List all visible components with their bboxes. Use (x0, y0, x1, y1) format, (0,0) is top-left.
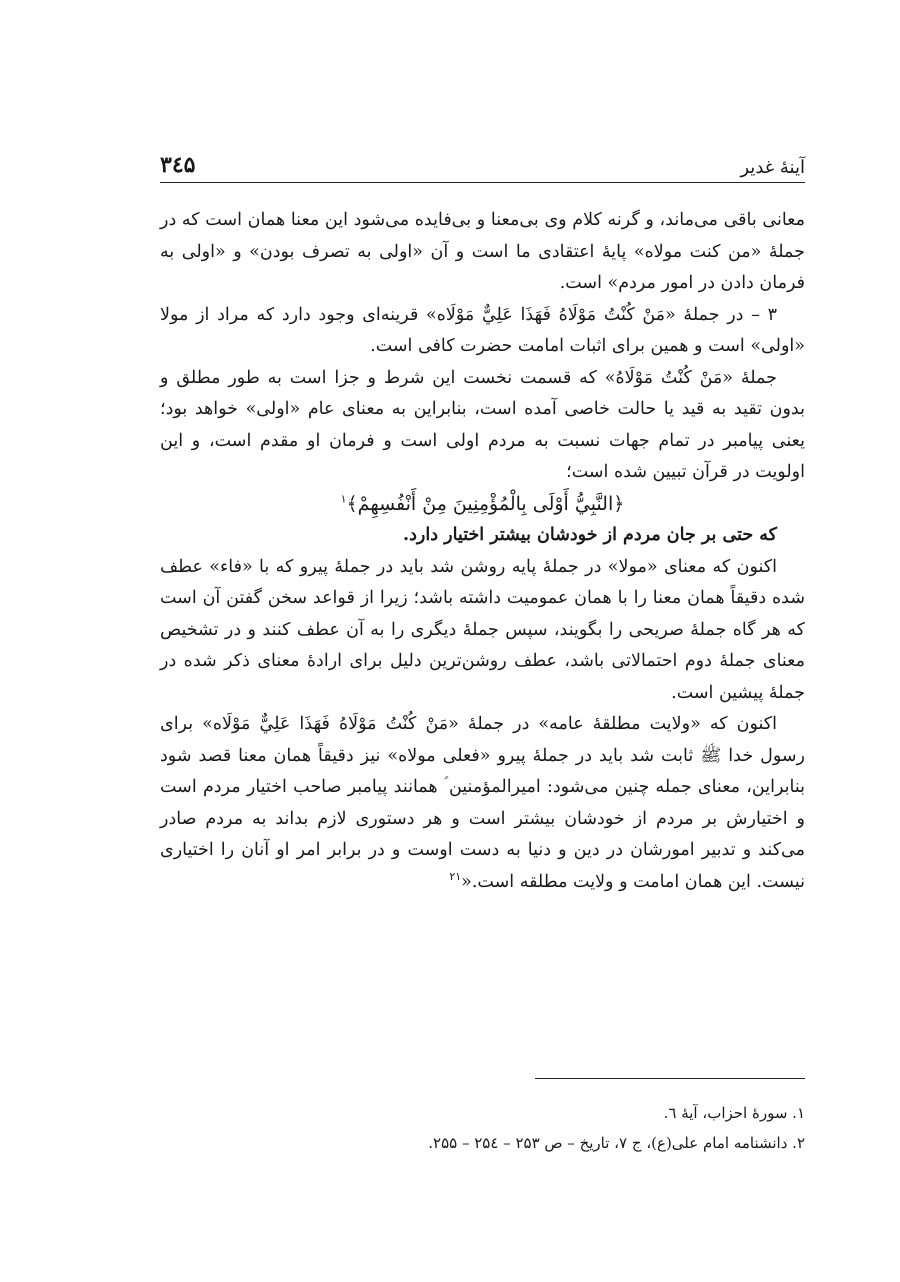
verse-translation: که حتی بر جان مردم از خودشان بیشتر اختیار دارد. (403, 525, 777, 545)
page-header (160, 142, 805, 178)
footnote-1: ۱. سورهٔ احزاب، آیهٔ ٦. (663, 1104, 805, 1122)
paragraph-3: جملهٔ «مَنْ کُنْتُ مَوْلَاهُ» که قسمت نخست این شرط و جزا است به طور مطلق و بدون تقید به قید یا حالت خاصی آمده است، بنابراین به معنای عام «اولی» خواهد بود؛ یعنی پیامبر در تمام جهات نسبت به مردم اولی است و فرمان او مقدم است، و این اولویت در قرآن تبیین شده است؛ (160, 367, 805, 482)
page-number: ۳٤۵ (160, 152, 196, 178)
verse-footnote-ref: ۱ (340, 492, 347, 506)
paragraph-5-end-mark: ۱ (455, 869, 462, 883)
quran-verse (160, 489, 805, 521)
running-title: آینهٔ غدیر (740, 157, 805, 178)
paragraph-1: معانی باقی می‌ماند، و گرنه کلام وی بی‌معنا و بی‌فایده می‌شود این معنا همان است که در جملهٔ «من کنت مولاه» پایهٔ اعتقادی ما است و آن «اولی به تصرف بودن» و «اولی به فرمان دادن در امور مردم» است. (160, 210, 805, 293)
footnotes (160, 1098, 805, 1158)
paragraph-2: ۳ – در جملهٔ «مَنْ کُنْتُ مَوْلَاهُ فَهَذَا عَلِيٌّ مَوْلَاه» قرینه‌ای وجود دارد که مراد از مولا «اولی» است و همین برای اثبات امامت حضرت کافی است. (160, 304, 805, 356)
body-text (160, 205, 805, 898)
paragraph-5 (160, 709, 805, 898)
paragraph-5-footnote-ref: ۲ (449, 869, 456, 883)
paragraph-5-text: اکنون که «ولایت مطلقهٔ عامه» در جملهٔ «مَنْ کُنْتُ مَوْلَاهُ فَهَذَا عَلِيٌّ مَوْلَاه» برای رسول خدا ﷺ ثابت شد باید در جملهٔ پیرو «فعلی مولاه» نیز دقیقاً همان معنا قصد شود بنابراین، معنای جمله چنین می‌شود: امیرالمؤمنین ؑ همانند پیامبر صاحب اختیار مردم است و اختیارش بر مردم از خودشان بیشتر است و هر دستوری لازم بداند به مردم صادر می‌کند و تدبیر امورشان در دین و دنیا به دست اوست و در برابر امر او آنان را اختیاری نیست. این همان امامت و ولایت مطلقه است.« (160, 714, 805, 892)
header-rule (160, 182, 805, 183)
footnote-rule (535, 1078, 805, 1079)
paragraph-4: اکنون که معنای «مولا» در جملهٔ پایه روشن شد باید در جملهٔ پیرو که با «فاء» عطف شده دقیقاً همان معنا را با همان عمومیت داشته باشد؛ زیرا از قواعد سخن گفتن آن است که هر گاه جملهٔ صریحی را بگویند، سپس جملهٔ دیگری را به آن عطف کنند و در تشخیص معنای جملهٔ دوم احتمالاتی باشد، عطف روشن‌ترین دلیل برای ارادهٔ معنای ذکر شده در جملهٔ پیشین است. (160, 556, 805, 703)
verse-text: ﴿النَّبِيُّ أَوْلَى بِالْمُؤْمِنِينَ مِنْ أَنْفُسِهِمْ﴾ (346, 492, 625, 515)
footnote-2: ۲. دانشنامه امام علی(ع)، ج ۷، تاریخ – ص ۲۵۳ – ۲۵٤ – ۲۵۵. (428, 1134, 805, 1152)
